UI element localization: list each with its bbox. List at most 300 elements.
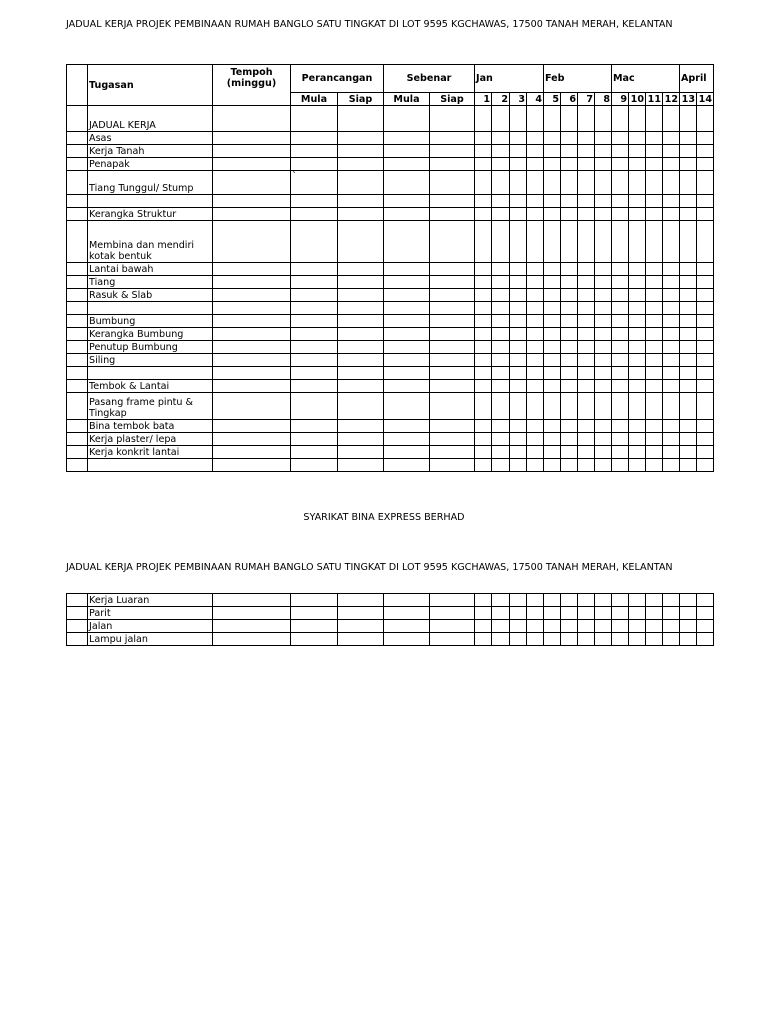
schedule-cell xyxy=(561,171,578,195)
task-name: Parit xyxy=(88,607,213,620)
schedule-cell xyxy=(291,328,338,341)
schedule-cell xyxy=(561,289,578,302)
schedule-cell xyxy=(475,620,492,633)
schedule-cell xyxy=(430,354,475,367)
schedule-cell xyxy=(680,446,697,459)
week-header: 9 xyxy=(612,93,629,106)
index-cell xyxy=(67,315,88,328)
schedule-cell xyxy=(578,620,595,633)
task-row xyxy=(67,594,714,607)
schedule-cell xyxy=(578,302,595,315)
week-header: 11 xyxy=(646,93,663,106)
schedule-cell xyxy=(510,341,527,354)
schedule-cell xyxy=(510,328,527,341)
schedule-cell xyxy=(384,341,430,354)
week-header: 7 xyxy=(578,93,595,106)
schedule-cell xyxy=(492,620,510,633)
schedule-cell xyxy=(612,380,629,393)
schedule-cell xyxy=(595,620,612,633)
schedule-cell xyxy=(475,221,492,263)
schedule-cell xyxy=(384,289,430,302)
schedule-cell xyxy=(680,221,697,263)
schedule-cell xyxy=(578,367,595,380)
schedule-cell xyxy=(612,195,629,208)
schedule-cell xyxy=(291,276,338,289)
schedule-cell xyxy=(578,106,595,132)
schedule-cell xyxy=(612,132,629,145)
schedule-cell xyxy=(527,620,544,633)
schedule-cell xyxy=(527,354,544,367)
schedule-cell xyxy=(561,276,578,289)
schedule-cell xyxy=(430,195,475,208)
schedule-cell xyxy=(291,221,338,263)
schedule-cell xyxy=(510,315,527,328)
schedule-cell xyxy=(595,158,612,171)
schedule-cell xyxy=(492,289,510,302)
schedule-cell xyxy=(578,393,595,420)
week-header: 12 xyxy=(663,93,680,106)
schedule-cell xyxy=(430,132,475,145)
schedule-cell xyxy=(338,263,384,276)
schedule-cell xyxy=(663,263,680,276)
schedule-cell xyxy=(338,341,384,354)
schedule-cell xyxy=(510,420,527,433)
schedule-cell xyxy=(544,289,561,302)
schedule-cell xyxy=(384,328,430,341)
schedule-cell xyxy=(595,276,612,289)
schedule-cell xyxy=(680,276,697,289)
schedule-cell xyxy=(612,446,629,459)
schedule-cell xyxy=(646,420,663,433)
task-name: Kerja Tanah xyxy=(88,145,213,158)
schedule-cell xyxy=(384,208,430,221)
schedule-cell xyxy=(663,132,680,145)
schedule-cell xyxy=(629,315,646,328)
schedule-cell xyxy=(663,620,680,633)
schedule-cell xyxy=(595,302,612,315)
schedule-cell xyxy=(629,594,646,607)
schedule-cell xyxy=(595,459,612,472)
schedule-cell xyxy=(510,446,527,459)
task-name: Kerja plaster/ lepa xyxy=(88,433,213,446)
schedule-cell xyxy=(213,145,291,158)
schedule-cell xyxy=(578,289,595,302)
task-name: Pasang frame pintu & Tingkap xyxy=(88,393,213,420)
schedule-cell xyxy=(629,145,646,158)
schedule-cell xyxy=(492,145,510,158)
schedule-cell xyxy=(663,276,680,289)
schedule-cell xyxy=(338,315,384,328)
schedule-cell xyxy=(697,367,714,380)
schedule-cell xyxy=(291,354,338,367)
schedule-cell xyxy=(697,594,714,607)
schedule-cell xyxy=(510,594,527,607)
schedule-cell xyxy=(561,393,578,420)
index-cell xyxy=(67,195,88,208)
document-title-repeat: JADUAL KERJA PROJEK PEMBINAAN RUMAH BANGLO SATU TINGKAT DI LOT 9595 KGCHAWAS, 17500 TANAH MERAH, KELANTAN xyxy=(66,562,673,573)
schedule-cell xyxy=(430,208,475,221)
schedule-cell xyxy=(680,171,697,195)
schedule-cell xyxy=(475,132,492,145)
schedule-cell xyxy=(663,289,680,302)
task-name xyxy=(88,302,213,315)
schedule-cell xyxy=(338,607,384,620)
schedule-cell xyxy=(612,620,629,633)
month-header: Jan xyxy=(475,65,544,93)
schedule-cell xyxy=(492,263,510,276)
schedule-cell xyxy=(527,633,544,646)
schedule-cell xyxy=(291,208,338,221)
schedule-cell xyxy=(527,315,544,328)
schedule-cell xyxy=(612,158,629,171)
schedule-cell xyxy=(510,221,527,263)
schedule-cell xyxy=(680,263,697,276)
schedule-cell xyxy=(697,302,714,315)
schedule-cell xyxy=(475,145,492,158)
tugasan-header: Tugasan xyxy=(88,65,213,106)
schedule-cell xyxy=(697,620,714,633)
schedule-cell xyxy=(595,171,612,195)
schedule-cell xyxy=(384,380,430,393)
schedule-cell xyxy=(646,276,663,289)
schedule-cell xyxy=(213,633,291,646)
schedule-cell xyxy=(595,106,612,132)
schedule-cell xyxy=(430,393,475,420)
index-cell xyxy=(67,208,88,221)
company-name: SYARIKAT BINA EXPRESS BERHAD xyxy=(303,512,465,523)
schedule-cell xyxy=(291,289,338,302)
task-row xyxy=(67,354,714,367)
schedule-cell xyxy=(680,195,697,208)
schedule-cell xyxy=(663,594,680,607)
schedule-cell xyxy=(612,367,629,380)
schedule-cell xyxy=(213,367,291,380)
schedule-cell xyxy=(595,594,612,607)
index-cell xyxy=(67,367,88,380)
schedule-cell xyxy=(646,132,663,145)
schedule-cell xyxy=(475,446,492,459)
index-cell xyxy=(67,620,88,633)
week-header: 8 xyxy=(595,93,612,106)
schedule-cell xyxy=(663,380,680,393)
schedule-cell xyxy=(544,354,561,367)
schedule-cell xyxy=(492,195,510,208)
index-cell xyxy=(67,263,88,276)
task-row xyxy=(67,302,714,315)
schedule-cell xyxy=(510,354,527,367)
schedule-cell xyxy=(697,328,714,341)
schedule-cell xyxy=(510,393,527,420)
schedule-cell xyxy=(291,420,338,433)
schedule-cell xyxy=(338,158,384,171)
schedule-cell xyxy=(697,221,714,263)
index-cell xyxy=(67,171,88,195)
schedule-cell xyxy=(595,446,612,459)
schedule-cell xyxy=(697,158,714,171)
week-header: 6 xyxy=(561,93,578,106)
schedule-cell xyxy=(578,633,595,646)
schedule-cell xyxy=(697,433,714,446)
schedule-cell xyxy=(629,171,646,195)
schedule-cell xyxy=(629,263,646,276)
schedule-cell xyxy=(475,341,492,354)
schedule-cell xyxy=(663,459,680,472)
schedule-cell xyxy=(663,420,680,433)
schedule-cell xyxy=(561,132,578,145)
schedule-cell xyxy=(680,594,697,607)
schedule-cell xyxy=(561,446,578,459)
schedule-cell xyxy=(527,341,544,354)
schedule-cell xyxy=(510,633,527,646)
schedule-cell xyxy=(544,208,561,221)
schedule-cell xyxy=(291,393,338,420)
schedule-cell xyxy=(680,620,697,633)
task-name xyxy=(88,367,213,380)
schedule-cell xyxy=(384,221,430,263)
schedule-cell xyxy=(384,446,430,459)
schedule-cell xyxy=(510,263,527,276)
schedule-cell xyxy=(697,459,714,472)
schedule-cell xyxy=(595,132,612,145)
schedule-cell xyxy=(612,354,629,367)
index-cell xyxy=(67,158,88,171)
schedule-cell xyxy=(646,594,663,607)
schedule-cell xyxy=(595,145,612,158)
schedule-cell xyxy=(629,607,646,620)
schedule-cell xyxy=(213,607,291,620)
schedule-cell xyxy=(527,289,544,302)
schedule-cell xyxy=(475,393,492,420)
schedule-cell xyxy=(561,620,578,633)
schedule-cell xyxy=(680,341,697,354)
schedule-cell xyxy=(663,433,680,446)
schedule-cell xyxy=(646,195,663,208)
index-cell xyxy=(67,276,88,289)
schedule-cell xyxy=(510,607,527,620)
schedule-cell xyxy=(578,221,595,263)
schedule-cell xyxy=(646,446,663,459)
schedule-cell xyxy=(629,433,646,446)
schedule-cell xyxy=(646,289,663,302)
schedule-cell xyxy=(213,328,291,341)
schedule-cell xyxy=(544,106,561,132)
schedule-cell xyxy=(430,221,475,263)
week-header: 5 xyxy=(544,93,561,106)
schedule-cell xyxy=(544,594,561,607)
schedule-cell xyxy=(430,276,475,289)
schedule-cell xyxy=(430,289,475,302)
schedule-cell xyxy=(492,106,510,132)
schedule-cell xyxy=(595,393,612,420)
schedule-cell xyxy=(338,420,384,433)
schedule-cell xyxy=(527,208,544,221)
schedule-cell xyxy=(338,620,384,633)
schedule-cell xyxy=(527,367,544,380)
week-header: 1 xyxy=(475,93,492,106)
schedule-cell xyxy=(561,354,578,367)
schedule-cell xyxy=(578,328,595,341)
schedule-cell xyxy=(595,315,612,328)
schedule-cell xyxy=(578,594,595,607)
schedule-table xyxy=(66,64,714,472)
index-cell xyxy=(67,354,88,367)
schedule-cell xyxy=(544,393,561,420)
schedule-cell xyxy=(291,620,338,633)
schedule-cell xyxy=(663,446,680,459)
schedule-cell xyxy=(492,607,510,620)
task-row xyxy=(67,221,714,263)
task-row xyxy=(67,208,714,221)
schedule-cell xyxy=(384,633,430,646)
schedule-cell xyxy=(291,607,338,620)
schedule-cell xyxy=(213,620,291,633)
schedule-cell xyxy=(338,633,384,646)
schedule-cell xyxy=(561,263,578,276)
index-cell xyxy=(67,633,88,646)
schedule-cell xyxy=(213,289,291,302)
schedule-cell xyxy=(527,302,544,315)
schedule-cell xyxy=(475,633,492,646)
schedule-cell xyxy=(578,354,595,367)
schedule-cell xyxy=(544,221,561,263)
schedule-cell xyxy=(561,459,578,472)
schedule-cell xyxy=(338,208,384,221)
schedule-cell xyxy=(578,433,595,446)
schedule-cell xyxy=(544,315,561,328)
schedule-cell xyxy=(291,380,338,393)
schedule-cell xyxy=(578,195,595,208)
task-name: Membina dan mendiri kotak bentuk xyxy=(88,221,213,263)
schedule-cell xyxy=(475,433,492,446)
schedule-cell xyxy=(338,354,384,367)
schedule-cell xyxy=(646,315,663,328)
schedule-cell xyxy=(612,633,629,646)
schedule-cell xyxy=(430,620,475,633)
task-row xyxy=(67,263,714,276)
schedule-cell xyxy=(578,208,595,221)
schedule-cell xyxy=(646,459,663,472)
schedule-cell xyxy=(680,289,697,302)
schedule-cell xyxy=(680,393,697,420)
schedule-cell xyxy=(492,594,510,607)
schedule-cell xyxy=(629,393,646,420)
schedule-cell xyxy=(430,380,475,393)
schedule-cell xyxy=(338,367,384,380)
month-header: Feb xyxy=(544,65,612,93)
task-row xyxy=(67,459,714,472)
index-cell xyxy=(67,446,88,459)
schedule-cell xyxy=(680,607,697,620)
schedule-cell xyxy=(629,221,646,263)
schedule-cell xyxy=(646,263,663,276)
schedule-cell xyxy=(544,459,561,472)
schedule-cell xyxy=(338,289,384,302)
schedule-cell xyxy=(492,221,510,263)
schedule-cell xyxy=(338,328,384,341)
schedule-cell xyxy=(629,459,646,472)
schedule-cell xyxy=(646,433,663,446)
schedule-cell xyxy=(561,433,578,446)
schedule-cell xyxy=(510,459,527,472)
schedule-cell xyxy=(595,328,612,341)
index-cell xyxy=(67,594,88,607)
schedule-cell xyxy=(578,420,595,433)
schedule-cell xyxy=(384,302,430,315)
schedule-cell xyxy=(629,633,646,646)
schedule-cell xyxy=(646,328,663,341)
schedule-cell xyxy=(213,354,291,367)
schedule-cell xyxy=(697,315,714,328)
schedule-cell xyxy=(697,446,714,459)
task-row xyxy=(67,158,714,171)
schedule-cell xyxy=(291,132,338,145)
schedule-cell xyxy=(646,620,663,633)
schedule-cell xyxy=(646,341,663,354)
tempoh-header xyxy=(213,65,291,106)
schedule-cell xyxy=(527,420,544,433)
schedule-cell xyxy=(510,171,527,195)
schedule-cell xyxy=(213,171,291,195)
schedule-cell xyxy=(646,302,663,315)
schedule-cell xyxy=(384,276,430,289)
schedule-cell xyxy=(595,341,612,354)
schedule-cell xyxy=(338,302,384,315)
schedule-cell xyxy=(544,302,561,315)
task-row xyxy=(67,106,714,132)
schedule-cell xyxy=(475,367,492,380)
schedule-cell xyxy=(213,446,291,459)
schedule-cell xyxy=(663,367,680,380)
task-row xyxy=(67,171,714,195)
schedule-cell xyxy=(291,106,338,132)
month-header: Mac xyxy=(612,65,680,93)
schedule-cell xyxy=(680,633,697,646)
schedule-cell xyxy=(697,276,714,289)
schedule-cell xyxy=(646,393,663,420)
schedule-cell xyxy=(544,620,561,633)
schedule-cell xyxy=(663,145,680,158)
index-header-cell xyxy=(67,65,88,106)
task-name: Siling xyxy=(88,354,213,367)
task-row xyxy=(67,620,714,633)
schedule-cell xyxy=(578,276,595,289)
schedule-cell xyxy=(213,263,291,276)
schedule-cell xyxy=(510,132,527,145)
schedule-cell xyxy=(561,315,578,328)
index-cell xyxy=(67,145,88,158)
schedule-cell xyxy=(291,263,338,276)
schedule-cell xyxy=(475,171,492,195)
schedule-cell xyxy=(492,328,510,341)
schedule-cell xyxy=(213,195,291,208)
schedule-cell xyxy=(595,633,612,646)
schedule-cell xyxy=(561,380,578,393)
schedule-cell xyxy=(697,263,714,276)
schedule-cell xyxy=(629,276,646,289)
schedule-cell xyxy=(646,367,663,380)
schedule-cell xyxy=(291,433,338,446)
schedule-cell xyxy=(527,276,544,289)
task-row xyxy=(67,195,714,208)
schedule-cell xyxy=(629,620,646,633)
schedule-cell xyxy=(697,633,714,646)
schedule-cell xyxy=(697,171,714,195)
schedule-cell xyxy=(475,106,492,132)
task-name: Tiang xyxy=(88,276,213,289)
schedule-cell xyxy=(492,171,510,195)
task-row xyxy=(67,132,714,145)
schedule-cell xyxy=(527,221,544,263)
